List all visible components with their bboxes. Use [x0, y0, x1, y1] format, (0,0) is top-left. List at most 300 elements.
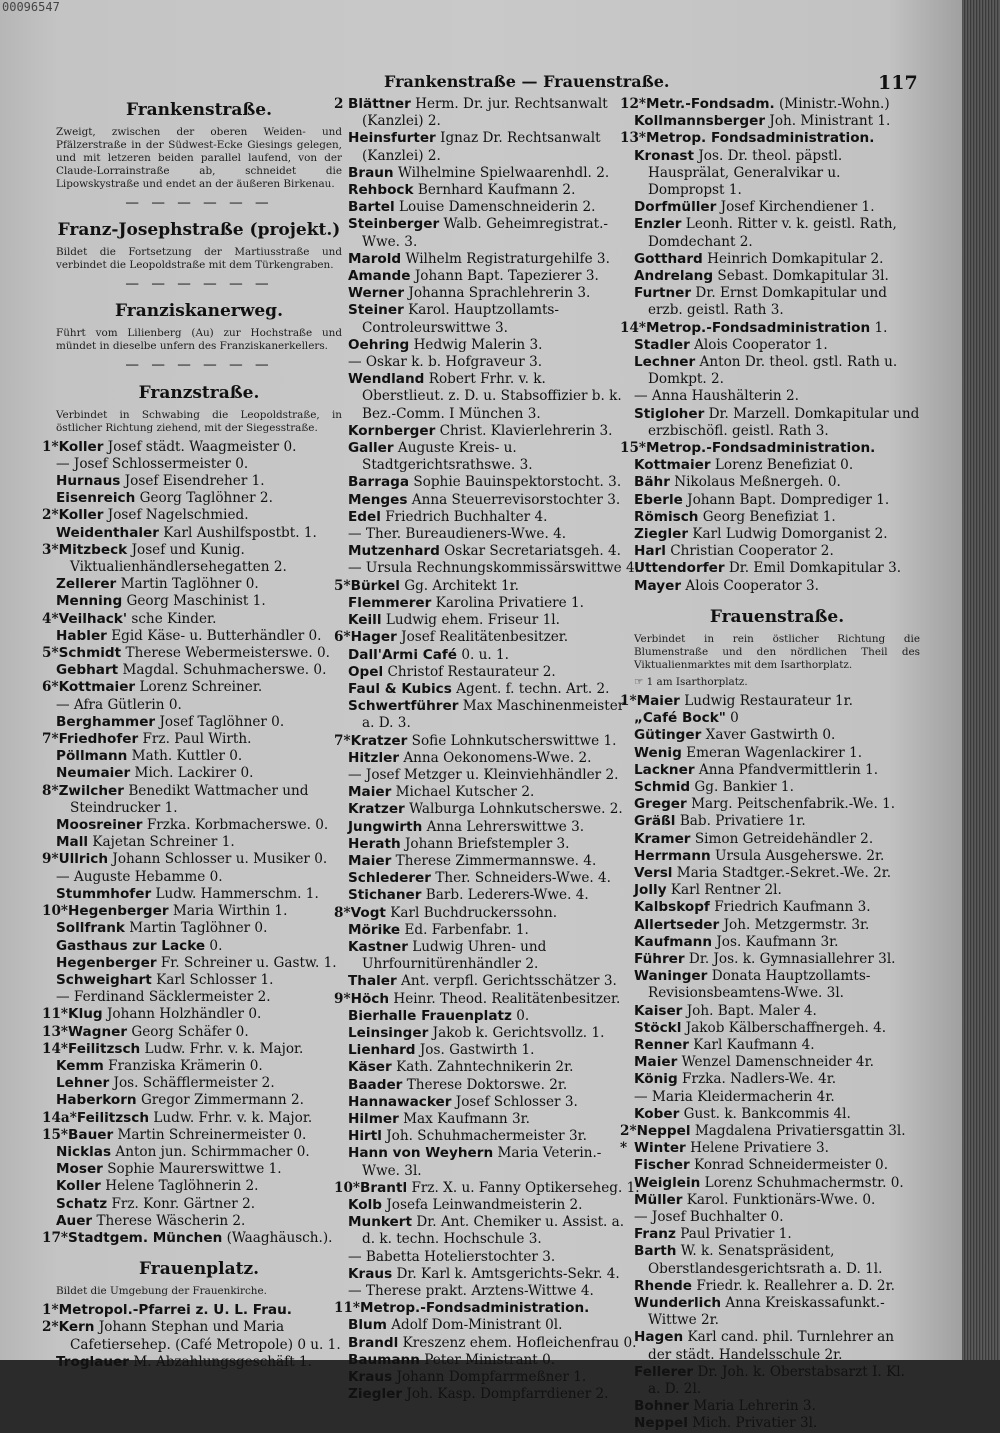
- resident-details: Ignaz Dr. Rechtsanwalt (Kanzlei) 2.: [362, 130, 601, 164]
- directory-entry: [634, 1106, 920, 1123]
- resident-details: Johann Briefstempler 3.: [404, 835, 570, 852]
- resident-details: Math. Kuttler 0.: [131, 748, 243, 765]
- resident-name: Weidenthaler: [56, 524, 159, 541]
- resident-details: Wilhelm Registraturgehilfe 3.: [405, 250, 610, 267]
- directory-entry: [634, 934, 920, 951]
- resident-name: Ullrich: [58, 851, 109, 868]
- directory-entry: [56, 920, 342, 937]
- resident-details: Alois Cooperator 3.: [685, 577, 819, 594]
- street-heading: Franz-Josephstraße (projekt.): [57, 220, 341, 241]
- resident-details: Walburga Lohnkutscherswe. 2.: [409, 801, 623, 818]
- directory-entry: [634, 1157, 920, 1174]
- directory-entry: [348, 801, 630, 818]
- resident-name: Uttendorfer: [634, 560, 725, 577]
- directory-entry: [634, 578, 920, 595]
- resident-details: Gregor Zimmermann 2.: [140, 1092, 304, 1109]
- resident-details: Anton Dr. theol. gstl. Rath u. Domkpt. 2.: [648, 354, 898, 388]
- resident-name: Metrop.-Fondsadministration: [646, 319, 871, 336]
- directory-entry: [634, 457, 920, 474]
- street-description: Bildet die Fortsetzung der Martiusstraße und verbindet die Leopoldstraße mit dem Türkengraben.: [56, 246, 342, 272]
- directory-entry: [348, 1369, 630, 1386]
- directory-entry: [348, 664, 630, 681]
- resident-details: Sophie Maurerswittwe 1.: [107, 1161, 282, 1178]
- resident-name: Kratzer: [350, 732, 408, 749]
- resident-details: Alois Cooperator 1.: [694, 336, 828, 353]
- resident-details: Kajetan Schreiner 1.: [92, 834, 235, 851]
- resident-name: Troglauer: [56, 1353, 129, 1370]
- street-heading: Frauenplatz.: [138, 1259, 260, 1280]
- resident-details: Sophie Bauinspektorstocht. 3.: [413, 474, 622, 491]
- resident-name: Baumann: [348, 1351, 420, 1368]
- resident-details: Anna Oekonomens-Wwe. 2.: [403, 749, 592, 766]
- resident-details: Franziska Krämerin 0.: [108, 1057, 263, 1074]
- resident-name: Maier: [348, 784, 392, 801]
- directory-entry: [634, 543, 920, 560]
- resident-details: — Josef Metzger u. Kleinviehhändler 2.: [348, 766, 619, 783]
- resident-details: Donata Hauptzollamts-Revisionsbeamtens-Wwe. 3l.: [648, 968, 871, 1002]
- resident-details: Ludwig ehem. Friseur 1l.: [385, 612, 560, 629]
- directory-entry: [42, 851, 342, 868]
- directory-entry: [634, 199, 920, 216]
- directory-entry: [348, 819, 630, 836]
- resident-details: Frzka. Korbmacherswe. 0.: [146, 817, 329, 834]
- directory-entry: [348, 612, 630, 629]
- directory-entry: [348, 423, 630, 440]
- resident-name: Lehner: [56, 1075, 110, 1092]
- directory-entry: [42, 507, 342, 524]
- resident-name: Blum: [348, 1317, 387, 1334]
- resident-details: Therese Doktorswe. 2r.: [406, 1076, 568, 1093]
- directory-entry: [634, 1278, 920, 1295]
- resident-name: Gebhart: [56, 662, 119, 679]
- directory-entry: 2 Blättner Herm. Dr. jur. Rechtsanwalt (Kanzlei) 2.: [334, 96, 608, 130]
- resident-details: Jos. Dr. theol. päpstl. Hausprälat, Generalvikar u. Dompropst 1.: [648, 147, 843, 199]
- resident-details: Joh. Metzgermstr. 3r.: [723, 916, 870, 933]
- resident-name: Oehring: [348, 336, 410, 353]
- resident-details: (Waaghäusch.).: [226, 1229, 333, 1246]
- directory-entry: [634, 113, 920, 130]
- resident-details: — Auguste Hebamme 0.: [56, 868, 223, 885]
- directory-entry: [348, 1042, 630, 1059]
- directory-entry: [634, 1226, 920, 1243]
- resident-details: Heinrich Domkapitular 2.: [707, 250, 884, 267]
- page-number: 117: [878, 72, 918, 94]
- directory-entry: [634, 1175, 920, 1192]
- resident-details: Ludw. Hammerschm. 1.: [155, 885, 319, 902]
- directory-entry: [42, 731, 342, 748]
- house-number: 7*: [334, 732, 351, 749]
- directory-entry: [348, 1214, 630, 1248]
- directory-entry: [56, 834, 342, 851]
- directory-entry: [348, 595, 630, 612]
- directory-entry: [348, 1386, 630, 1403]
- resident-name: Kramer: [634, 830, 691, 847]
- resident-name: Kastner: [348, 938, 408, 955]
- resident-name: Steinberger: [348, 216, 440, 233]
- resident-details: Dr. Karl k. Amtsgerichts-Sekr. 4.: [396, 1265, 620, 1282]
- resident-details: Johanna Sprachlehrerin 3.: [408, 285, 591, 302]
- resident-name: Feilitzsch: [76, 1109, 150, 1126]
- resident-details: Maria Wirthin 1.: [172, 903, 288, 920]
- resident-details: Johann Dompfarrmeßner 1.: [396, 1369, 587, 1386]
- directory-entry: [348, 1283, 630, 1300]
- resident-details: Ludwig Uhren- und Uhrfournitürenhändler 2.: [362, 938, 547, 973]
- directory-entry: [56, 748, 342, 765]
- resident-name: Kober: [634, 1105, 680, 1122]
- resident-details: 0. u. 1.: [461, 646, 510, 663]
- resident-details: Friedrich Buchhalter 4.: [385, 508, 548, 525]
- resident-name: Ziegler: [348, 1386, 403, 1403]
- resident-details: Mich. Privatier 3l.: [692, 1415, 818, 1432]
- directory-entry: [348, 698, 630, 732]
- directory-entry: [634, 406, 920, 440]
- resident-details: Johann Bapt. Tapezierer 3.: [414, 268, 599, 285]
- resident-name: Bürkel: [350, 577, 400, 594]
- street-heading: Franzstraße.: [138, 382, 260, 403]
- resident-name: Schmidt: [58, 645, 122, 662]
- directory-entry: [348, 1197, 630, 1214]
- resident-name: Metropol.-Pfarrei z. U. L. Frau.: [58, 1302, 292, 1319]
- resident-details: Michael Kutscher 2.: [395, 784, 535, 801]
- resident-name: Kaufmann: [634, 933, 712, 950]
- resident-details: Joh. Ministrant 1.: [769, 113, 891, 130]
- resident-name: „Café Bock": [634, 710, 726, 727]
- directory-entry: [42, 1126, 342, 1144]
- resident-name: Stöckl: [634, 1019, 682, 1036]
- resident-name: Koller: [56, 1178, 101, 1195]
- resident-details: Agent. f. techn. Art. 2.: [456, 680, 610, 697]
- directory-entry: [348, 543, 630, 560]
- resident-name: Bohner: [634, 1398, 689, 1415]
- resident-name: Hegenberger: [56, 954, 157, 971]
- directory-entry: [42, 1319, 342, 1353]
- directory-entry: [56, 938, 342, 955]
- resident-details: Frz. Paul Wirth.: [142, 731, 252, 748]
- resident-name: Koller: [58, 507, 104, 524]
- directory-entry: [348, 440, 630, 474]
- resident-details: Gg. Architekt 1r.: [404, 577, 519, 594]
- resident-details: 0.: [516, 1007, 530, 1024]
- resident-name: Hilmer: [348, 1110, 399, 1127]
- directory-entry: [634, 354, 920, 388]
- resident-details: Johann Bapt. Domprediger 1.: [687, 491, 890, 508]
- resident-name: Kornberger: [348, 422, 436, 439]
- resident-details: Johann Schlosser u. Musiker 0.: [112, 851, 328, 868]
- directory-entry: [348, 939, 630, 973]
- resident-name: Müller: [634, 1191, 683, 1208]
- section-gap: [634, 595, 920, 603]
- resident-name: Dall'Armi Café: [348, 646, 458, 663]
- resident-name: Winter: [634, 1140, 686, 1157]
- street-description: Zweigt, zwischen der oberen Weiden- und Pfälzerstraße in der Südwest-Ecke Giesings gelegen, und mit letzeren beiden parallel laufend, von der Claude-Lorrainstraße ab, schneidet die Lipowskystraße und endet an der äußeren Birkenau.: [56, 126, 342, 190]
- resident-name: Wenig: [634, 744, 682, 761]
- directory-entry: [56, 869, 342, 886]
- directory-entry: [620, 692, 920, 710]
- resident-details: Ed. Farbenfabr. 1.: [404, 921, 529, 938]
- resident-name: Wendland: [348, 371, 425, 388]
- resident-name: Feilitzsch: [68, 1040, 141, 1057]
- resident-details: Lorenz Schuhmachermstr. 0.: [704, 1174, 904, 1191]
- resident-details: Frz. Konr. Gärtner 2.: [111, 1195, 256, 1212]
- directory-entry: [634, 388, 920, 405]
- resident-name: Hurnaus: [56, 473, 121, 490]
- resident-name: Metrop. Fondsadministration.: [646, 130, 875, 147]
- resident-details: Jakob k. Gerichtsvollz. 1.: [432, 1024, 605, 1041]
- directory-entry: [634, 831, 920, 848]
- directory-entry: [56, 456, 342, 473]
- resident-name: Mutzenhard: [348, 543, 440, 560]
- resident-details: Ludw. Frhr. v. k. Major.: [144, 1040, 304, 1057]
- directory-entry: [348, 1266, 630, 1283]
- resident-details: Karolina Privatiere 1.: [435, 594, 584, 611]
- resident-name: Schmid: [634, 778, 691, 795]
- directory-entry: [348, 285, 630, 302]
- resident-name: Metrop.-Fondsadministration.: [646, 440, 876, 457]
- resident-details: — Anna Haushälterin 2.: [634, 388, 799, 405]
- directory-entry: [634, 745, 920, 762]
- resident-name: Mitzbeck: [58, 541, 128, 558]
- directory-entry: [348, 1077, 630, 1094]
- resident-name: Gräßl: [634, 813, 676, 830]
- resident-details: Dr. Ernst Domkapitular und erzb. geistl. Rath 3.: [648, 285, 887, 319]
- directory-entry: [634, 216, 920, 250]
- resident-details: Karl Schlosser 1.: [156, 971, 274, 988]
- directory-entry: [634, 1295, 920, 1329]
- resident-details: Martin Schreinermeister 0.: [117, 1126, 307, 1143]
- resident-details: Peter Ministrant 0.: [424, 1351, 556, 1368]
- resident-details: Kath. Zahntechnikerin 2r.: [396, 1059, 574, 1076]
- resident-name: Galler: [348, 440, 394, 457]
- resident-name: Edel: [348, 508, 381, 525]
- resident-details: — Therese prakt. Arztens-Wittwe 4.: [348, 1283, 594, 1300]
- resident-details: Max Kaufmann 3r.: [403, 1110, 530, 1127]
- directory-entry: [348, 836, 630, 853]
- resident-details: Jos. Gastwirth 1.: [419, 1042, 535, 1059]
- directory-entry: [634, 1329, 920, 1363]
- resident-details: Joh. Kasp. Dompfarrdiener 2.: [406, 1386, 609, 1403]
- directory-entry: [348, 1145, 630, 1179]
- resident-details: M. Abzahlungsgeschäft 1.: [133, 1353, 312, 1370]
- house-number: 1*: [42, 438, 59, 455]
- resident-name: Flemmerer: [348, 594, 432, 611]
- resident-name: Keill: [348, 612, 382, 629]
- resident-name: Stadler: [634, 336, 690, 353]
- resident-name: Greger: [634, 796, 687, 813]
- resident-details: Dr. Emil Domkapitular 3.: [728, 560, 902, 577]
- house-number: 1*: [620, 692, 637, 709]
- directory-entry: [348, 354, 630, 371]
- directory-entry: [56, 1354, 342, 1371]
- directory-entry: [348, 1025, 630, 1042]
- resident-name: König: [634, 1071, 678, 1088]
- resident-details: Simon Getreidehändler 2.: [694, 830, 874, 847]
- resident-details: Wenzel Damenschneider 4r.: [681, 1054, 874, 1071]
- resident-details: Dr. Jos. k. Gymnasiallehrer 3l.: [688, 950, 896, 967]
- resident-details: Therese Wäscherin 2.: [96, 1212, 246, 1229]
- street-heading: Frauenstraße.: [709, 606, 845, 627]
- resident-details: Karl Kaufmann 4.: [693, 1036, 815, 1053]
- directory-entry: [634, 727, 920, 744]
- resident-name: Bauer: [68, 1126, 114, 1143]
- resident-details: Marg. Peitschenfabrik.-We. 1.: [691, 796, 896, 813]
- directory-entry: [348, 1094, 630, 1111]
- resident-details: Helene Taglöhnerin 2.: [105, 1178, 259, 1195]
- directory-entry: [56, 473, 342, 490]
- resident-name: Schlederer: [348, 870, 431, 887]
- resident-name: Kronast: [634, 147, 695, 164]
- resident-name: Metr.-Fondsadm.: [646, 96, 775, 112]
- resident-details: Bab. Privatiere 1r.: [679, 813, 806, 830]
- directory-entry: [634, 1192, 920, 1209]
- directory-entry: [56, 525, 342, 542]
- directory-entry: [634, 1054, 920, 1071]
- directory-entry: [634, 796, 920, 813]
- resident-name: Herrmann: [634, 847, 711, 864]
- resident-name: Rhende: [634, 1277, 692, 1294]
- resident-details: Ludw. Frhr. v. k. Major.: [153, 1109, 313, 1126]
- resident-name: Munkert: [348, 1214, 412, 1231]
- resident-name: Franz: [634, 1226, 676, 1243]
- directory-entry: [56, 1178, 342, 1195]
- resident-details: Herm. Dr. jur. Rechtsanwalt (Kanzlei) 2.: [362, 96, 608, 130]
- house-number: 13*: [42, 1023, 69, 1040]
- resident-name: Kottmaier: [634, 457, 711, 474]
- resident-name: Brantl: [360, 1179, 408, 1196]
- directory-entry: [348, 492, 630, 509]
- resident-name: Maier: [634, 1054, 678, 1071]
- directory-entry: [634, 917, 920, 934]
- resident-name: Nicklas: [56, 1143, 112, 1160]
- directory-entry: [634, 762, 920, 779]
- directory-entry: [634, 710, 920, 727]
- resident-name: Enzler: [634, 216, 682, 233]
- directory-entry: [42, 541, 342, 576]
- resident-name: Neppel: [634, 1415, 688, 1432]
- resident-name: Hager: [350, 629, 397, 646]
- resident-details: Magdalena Privatiersgattin 3l.: [694, 1122, 906, 1139]
- resident-details: Karl cand. phil. Turnlehrer an der städt. Handelsschule 2r.: [648, 1329, 894, 1363]
- resident-name: Hegenberger: [68, 903, 169, 920]
- directory-entry: [348, 887, 630, 904]
- street-description: Führt vom Lilienberg (Au) zur Hochstraße und mündet in dieselbe unfern des Franziskanerkellers.: [56, 327, 342, 353]
- resident-details: Xaver Gastwirth 0.: [705, 727, 836, 744]
- street-description: ☞ 1 am Isarthorplatz.: [634, 675, 748, 688]
- house-number: 8*: [42, 782, 59, 799]
- resident-name: Führer: [634, 950, 685, 967]
- directory-entry: [348, 1128, 630, 1145]
- house-number: 9*: [42, 851, 59, 868]
- resident-name: Eberle: [634, 491, 683, 508]
- directory-entry: [634, 1364, 920, 1398]
- directory-entry: [42, 645, 342, 662]
- resident-name: Kratzer: [348, 801, 405, 818]
- directory-entry: [334, 1179, 640, 1197]
- resident-name: Herath: [348, 835, 401, 852]
- resident-details: — Ther. Bureaudieners-Wwe. 4.: [348, 526, 567, 543]
- house-number: 6*: [334, 629, 351, 646]
- directory-entry: [634, 882, 920, 899]
- directory-entry: [634, 509, 920, 526]
- directory-entry: [348, 647, 630, 664]
- resident-details: Karol. Hauptzollamts-Controleurswittwe 3.: [362, 302, 559, 336]
- house-number: 3*: [42, 541, 59, 558]
- resident-name: Römisch: [634, 508, 699, 525]
- directory-entry: [634, 1020, 920, 1037]
- resident-name: Stadtgem. München: [68, 1229, 223, 1246]
- resident-details: Fr. Schreiner u. Gastw. 1.: [160, 954, 337, 971]
- street-description: Verbindet in Schwabing die Leopoldstraße, in östlicher Richtung ziehend, mit der Siegesstraße.: [56, 408, 342, 434]
- section-divider: — — — — — —: [125, 276, 273, 293]
- directory-entry: [56, 1075, 342, 1092]
- resident-name: Kraus: [348, 1265, 393, 1282]
- resident-details: Jos. Kaufmann 3r.: [716, 933, 839, 950]
- resident-name: Höch: [350, 990, 390, 1007]
- directory-entry: [348, 182, 630, 199]
- resident-name: Ziegler: [634, 526, 689, 543]
- directory-entry: [620, 440, 920, 457]
- directory-entry: [334, 577, 630, 595]
- directory-entry: [42, 782, 342, 817]
- directory-entry: [634, 951, 920, 968]
- directory-entry: [634, 1398, 920, 1415]
- resident-name: Barth: [634, 1243, 677, 1260]
- resident-details: Paul Privatier 1.: [680, 1226, 792, 1243]
- resident-details: Egid Käse- u. Butterhändler 0.: [111, 627, 322, 644]
- resident-name: Harl: [634, 543, 666, 560]
- resident-name: Bähr: [634, 474, 670, 491]
- resident-details: Josef Kirchendiener 1.: [720, 199, 875, 216]
- resident-name: Maier: [636, 692, 680, 709]
- directory-entry: [348, 199, 630, 216]
- resident-details: Anna Kreiskassafunkt.-Wittwe 2r.: [648, 1295, 885, 1329]
- directory-entry: [348, 526, 630, 543]
- directory-entry: [348, 371, 630, 423]
- resident-details: Friedr. k. Reallehrer a. D. 2r.: [696, 1277, 895, 1294]
- directory-entry: [348, 767, 630, 784]
- book-page-edges: [962, 0, 1000, 1360]
- resident-details: sche Kinder.: [131, 610, 217, 627]
- resident-name: Baader: [348, 1076, 403, 1093]
- directory-entry: [334, 904, 630, 922]
- resident-details: Sofie Lohnkutscherswittwe 1.: [411, 732, 617, 749]
- resident-name: Vogt: [350, 904, 386, 921]
- resident-details: Maria Stadtger.-Sekret.-We. 2r.: [676, 864, 892, 881]
- directory-entry: [348, 1059, 630, 1076]
- directory-entry: [56, 817, 342, 834]
- resident-details: — Ursula Rechnungskommissärswittwe 4.: [348, 560, 639, 577]
- resident-name: Lienhard: [348, 1042, 416, 1059]
- directory-entry: [42, 1006, 342, 1023]
- resident-name: Hitzler: [348, 749, 400, 766]
- resident-details: Ant. verpfl. Gerichtsschätzer 3.: [401, 973, 617, 990]
- directory-entry: [634, 526, 920, 543]
- house-number: 1*: [42, 1302, 59, 1319]
- resident-details: Nikolaus Meßnergeh. 0.: [674, 474, 841, 491]
- resident-details: Robert Frhr. v. k. Oberstlieut. z. D. u. Stabsoffizier b. k. Bez.-Comm. I München 3.: [362, 371, 622, 422]
- directory-entry: [634, 865, 920, 882]
- resident-name: Mayer: [634, 577, 682, 594]
- house-number: 10*: [42, 903, 69, 920]
- resident-details: Johann Holzhändler 0.: [106, 1006, 262, 1023]
- directory-entry: [634, 148, 920, 200]
- resident-name: Schatz: [56, 1195, 108, 1212]
- directory-entry: [334, 732, 630, 750]
- directory-entry: [334, 990, 630, 1008]
- directory-entry: [348, 784, 630, 801]
- house-number: 14*: [42, 1040, 69, 1057]
- column-left: [42, 96, 342, 1371]
- directory-entry: [334, 1300, 630, 1317]
